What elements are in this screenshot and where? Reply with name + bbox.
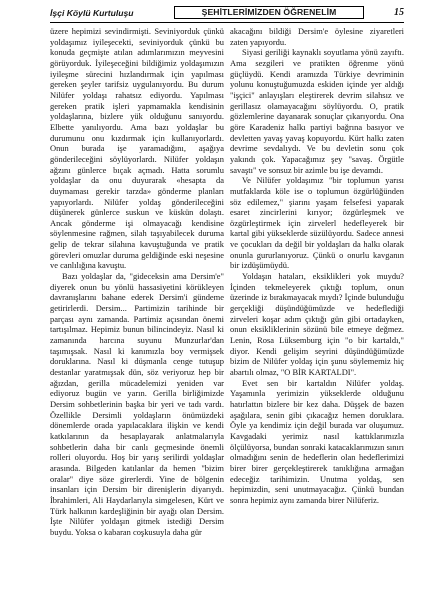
page-number: 15 xyxy=(394,7,404,18)
paragraph: Evet sen bir kartaldın Nilüfer yoldaş. Yaşamınla yerimizin yükseklerde olduğunu hatırlattın bizlere bir kez daha. Düşşek de bazen aşağılara, senin gibi çıkacağız hemen doruklara. Öyle ya kendimiz için değil burada var oluşumuz. Kavgadaki yerimiz nasıl kattıklarımızla ölçülüyorsa, bundan sonraki katacaklarımızın sınırı olmadığını senin de hedeflerin olan hedeflerimizi birer birer gerçekleştirerek tanıklığına armağan edeceğiz tarihimizin. Unutma yoldaş, sen hepimizdin, seni unutmayacağız. Çünkü bundan sonra hepimiz aynı zamanda birer Nilüferiz. xyxy=(230,377,404,505)
header-rule xyxy=(50,22,404,23)
paragraph: Ve Nilüfer yoldaşımız "bir toplumun yarısı mutfaklarda köle ise o toplumun özgürlüğünden söz edilemez," şiarını yaşam felsefesi yaparak esaret zincirlerini kırıyor; özgürleşmek ve özgürleştirmek için zirvelerl hedefleyerek bir kartal gibi yükseklerde süzülüyordu. Sadece annesi ve çocukları da değil bir yoldaşları da halkı olarak onunla gururlanıyoruz. Çünkü o onurlu kavganın bir izdüşümüydü. xyxy=(230,175,404,271)
section-title-box: ŞEHİTLERİMİZDEN ÖĞRENELİM xyxy=(174,6,364,19)
paragraph: akacağını bildiği Dersim'e öylesine ziyaretleri zaten yapıyordu. xyxy=(230,26,404,47)
paragraph: Bazı yoldaşlar da, "gideceksin ama Dersim'e" diyerek onun bu yönlü hassasiyetini körükleyen davranışlarını bahane ederek Dersim'i gündeme getirirlerdi. Dersim... Partimizin tarihinde bir parçası aynı zamanda. Partimiz açısından önemi tartışılmaz. Hepimiz bunun bilincindeyiz. Nasıl ki zamanında harcına suyunu Munzurlar'dan taşımışsak. Nasıl ki kanımızla boy vermişsek doruklarına. Nasıl ki düşmanla cenge tutuşup destanlar yaratmışsak dün, söz veriyoruz hep bir ağızdan, gerilla mücadelemizi yeniden var ediyoruz bugün ve yarın. Gerilla birliğimizde Dersim sohbetlerinin başka bir yeri ve tadı vardı. Özellikle Dersimli yoldaşların önümüzdeki dönemlerde orada yapılacaklara ilişkin ve kendi katkılarının da hesaplayarak anlatmalarıyla sohbetlerin daha bir canlı geçmesinde önemli rolleri oluyordu. Hoş bir yarış serilirdi yoldaşlar arasında. Bilgeden katılanlar da hemen "bizim oralar" diye söze girerlerdi. Yine de bölgenin insanları için Dersim bir direnişlerin diyarıydı. İbrahimleri, Ali Haydarlarıyla simgelesen, Kürt ve Türk halkının kardeşliğinin bir ayağı olan Dersim. İşte Nilüfer yoldaşın gitmek istediği Dersim buydu. Yoksa o kabaran coşkusuyla daha gür xyxy=(50,271,224,537)
paragraph: Yoldaşın hataları, eksiklikleri yok muydu? İçinden tekmeleyerek çıktığı toplum, onun üzerinde iz bırakmayacak mıydı? İçinde bulunduğu gerçekliği düşündüğümüzde ve hedeflediği zirveleri koşar adım çıktığı gün gibi ortadayken, onun eksikliklerinin sözünü bile etmeye değmez. Lenin, Rosa Lüksemburg için "o bir kartaldı," diyor. Kendi gelişim seyrini düşündüğümüzde bizim de Nilüfer yoldaş için şunu söylememiz hiç abartılı olmaz, "O BİR KARTALDI". xyxy=(230,271,404,377)
left-column xyxy=(50,26,224,586)
right-column xyxy=(230,26,404,586)
paragraph: üzere hepimizi sevindirmişti. Seviniyorduk çünkü yoldaşımız iyileşecekti, seviniyorduk çünkü bu konuda geçmişte atılan adımlarımızın meyvesini görüyorduk. İyileşeceğini bildiğimiz yoldaşımızın iyileşme sürecini hızlandırmak için yapılması gereken şeyler tarifsiz uygulanıyordu. Bu durum Nilüfer yoldaşı rahatsız ediyordu. Yapılması gereken pratik işleri yapmamakla kendisinin yoldaşlarına, bizlere yük olduğunu sanıyordu. Elbette yanılıyordu. Ama bazı yoldaşlar bu durumunu onu kızdırmak için kullanıyorlardı. Onun burada işe yaramadığını, aşağıya gönderileceğini söylüyorlardı. Nilüfer yoldaşın ağzını günlerce bıçak açmadı. Hatta sorumlu yoldaşlar da onu duyurarak «hesapta da duymaması gerekir tarzda» gönderme planları yapıyorlardı. Nilüfer yoldaş gönderileceğini düşünerek günlerce suskun ve küskün dolaştı. Ancak gönderme işi olmayacağı kendisine söylenmesine rağmen, silah taşıyabilecek duruma gelip de tekrar silahına kavuştuğunda ve pratik görevleri omuzlar duruma geldiğinde eski neşesine ve canlılığına kavuştu. xyxy=(50,26,224,271)
page-header xyxy=(50,6,404,22)
paragraph: Siyasi geriliği kaynaklı soyutlama yönü zayıftı. Ama sezgileri ve pratikten öğrenme yönü güçlüydü. Kendi aramızda Türkiye devriminin yolunu konuştuğumuzda eskiden içinde yer aldığı "işçici" anlayışları eleştirerek devrim silahsız ve gerillasız olamayacağını söylüyordu. O, pratik gözlemlerine dayanarak sonuçlar çıkarıyordu. Ona göre Karadeniz halkı partiyi bağrına basıyor ve devletten yavaş yavaş kopuyordu. Kürt halkı zaten devrime sevdalıydı. Ve bu devletin sonu çok yakındı çok. Yapacağımız şey "savaş. Örgütle savaştı" ve sonsuz bir azimle bu işe devamdı. xyxy=(230,47,404,175)
publication-title: İşçi Köylü Kurtuluşu xyxy=(50,8,134,18)
